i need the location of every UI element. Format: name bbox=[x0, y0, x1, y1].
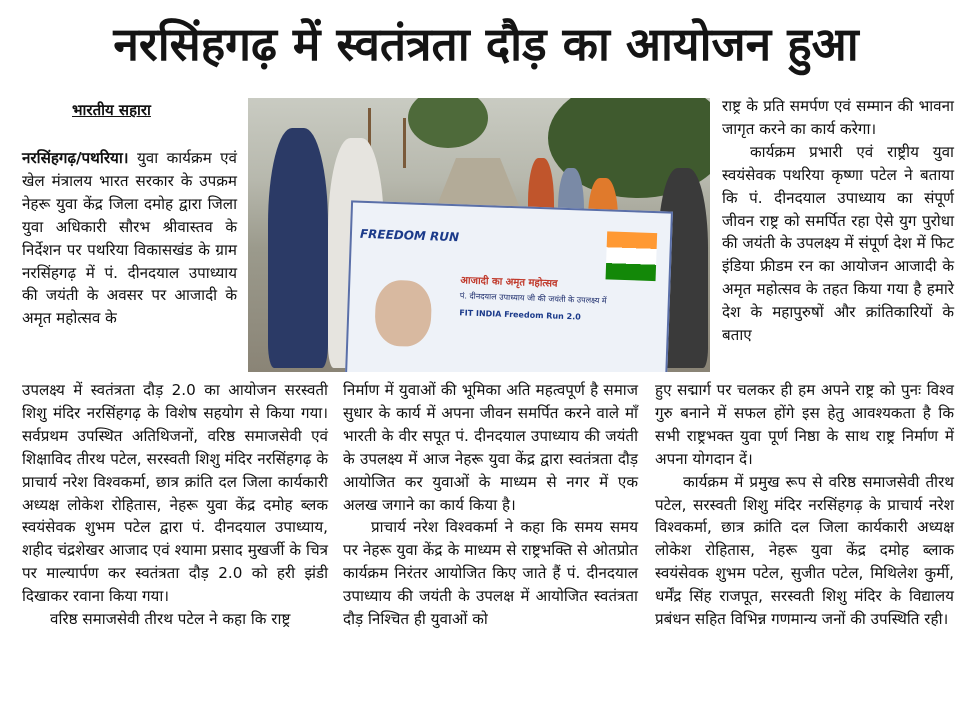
column-1-bottom bbox=[22, 379, 328, 631]
news-photo bbox=[248, 98, 710, 372]
paragraph: उपलक्ष्य में स्वतंत्रता दौड़ 2.0 का आयोजन सरस्वती शिशु मंदिर नरसिंहगढ़ के विशेष सहयोग से किया गया। सर्वप्रथम उपस्थित अतिथिजनों, वरिष्ठ समाजसेवी एवं शिक्षाविद तीरथ पटेल, सरस्वती शिशु मंदिर नरसिंहगढ़ के प्राचार्य नरेश विश्वकर्मा, छात्र क्रांति दल जिला कार्यकारी अध्यक्ष लोकेश रोहितास, नेहरू युवा केंद्र दमोह ब्लक स्वयंसेवक शुभम पटेल द्वारा पं. दीनदयाल उपाध्याय, शहीद चंद्रशेखर आजाद एवं श्यामा प्रसाद मुखर्जी के चित्र पर माल्यार्पण कर स्वतंत्रता दौड़ 2.0 को हरी झंडी दिखाकर रवाना किया गया। bbox=[22, 381, 328, 606]
banner-subtitle: पं. दीनदयाल उपाध्याय जी की जयंती के उपलक्ष्य में bbox=[459, 291, 607, 306]
column-3-top bbox=[722, 95, 954, 347]
column-1-top bbox=[22, 147, 237, 330]
byline: भारतीय सहारा bbox=[72, 101, 151, 119]
flag-image bbox=[606, 231, 658, 281]
banner-title: आजादी का अमृत महोत्सव bbox=[460, 275, 558, 290]
dateline: नरसिंहगढ़/पथरिया। bbox=[22, 149, 129, 167]
paragraph: प्राचार्य नरेश विश्वकर्मा ने कहा कि समय समय पर नेहरू युवा केंद्र के माध्यम से राष्ट्रभक्ति से ओतप्रोत कार्यक्रम निरंतर आयोजित किए जाते हैं पं. दीनदयाल उपाध्याय की जयंती के उपलक्ष में आयोजित स्वतंत्रता दौड़ निश्चित ही युवाओं को bbox=[343, 518, 638, 629]
banner-event: FIT INDIA Freedom Run 2.0 bbox=[459, 308, 581, 322]
column-2-bottom bbox=[343, 379, 638, 631]
paragraph: निर्माण में युवाओं की भूमिका अति महत्वपूर्ण है समाज सुधार के कार्य में अपना जीवन समर्पित करने वाले माँ भारती के वीर सपूत पं. दीनदयाल उपाध्याय की जयंती के उपलक्ष्य में आज नेहरू युवा केंद्र द्वारा स्वतंत्रता दौड़ आयोजित कर युवाओं के माध्यम से नगर में एक अलख जगाने का कार्य किया है। bbox=[343, 381, 638, 514]
portrait-image bbox=[374, 279, 432, 347]
column-3-bottom bbox=[655, 379, 954, 631]
paragraph: राष्ट्र के प्रति समर्पण एवं सम्मान की भावना जागृत करने का कार्य करेगा। bbox=[722, 97, 954, 138]
paragraph: हुए सद्मार्ग पर चलकर ही हम अपने राष्ट्र को पुनः विश्व गुरु बनाने में सफल होंगे इस हेतु आवश्यकता है कि सभी राष्ट्रभक्त युवा पूर्ण निष्ठा के साथ राष्ट्र निर्माण में अपना योगदान दें। bbox=[655, 381, 954, 468]
event-banner bbox=[345, 200, 673, 372]
paragraph: कार्यक्रम प्रभारी एवं राष्ट्रीय युवा स्वयंसेवक पथरिया कृष्णा पटेल ने बताया कि पं. दीनदयाल उपाध्याय का संपूर्ण जीवन राष्ट्र को समर्पित रहा ऐसे युग पुरोधा की जयंती के उपलक्ष्य में संपूर्ण देश में फिट इंडिया फ्रीडम रन का आयोजन आजादी के अमृत महोत्सव के तहत किया गया है हमारे देश के महापुरुषों और क्रांतिकारियों के बताए bbox=[722, 142, 954, 345]
headline: नरसिंहगढ़ में स्वतंत्रता दौड़ का आयोजन हुआ bbox=[113, 17, 859, 71]
banner-run-text: FREEDOM RUN bbox=[359, 226, 460, 245]
paragraph: युवा कार्यक्रम एवं खेल मंत्रालय भारत सरकार के उपक्रम नेहरू युवा केंद्र जिला दमोह द्वारा जिला युवा अधिकारी सौरभ श्रीवास्तव के निर्देशन पर पथरिया विकासखंड के ग्राम नरसिंहगढ़ में पं. दीनदयाल उपाध्याय की जयंती के अवसर पर आजादी के अमृत महोत्सव के bbox=[22, 149, 237, 328]
paragraph: वरिष्ठ समाजसेवी तीरथ पटेल ने कहा कि राष्ट्र bbox=[50, 610, 291, 629]
paragraph: कार्यक्रम में प्रमुख रूप से वरिष्ठ समाजसेवी तीरथ पटेल, सरस्वती शिशु मंदिर नरसिंहगढ़ के प्राचार्य नरेश विश्वकर्मा, छात्र क्रांति दल जिला कार्यकारी अध्यक्ष लोकेश रोहितास, नेहरू युवा केंद्र दमोह ब्लाक स्वयंसेवक शुभम पटेल, सुजीत पटेल, मिथिलेश कुर्मी, धर्मेंद्र सिंह राजपूत, सरस्वती शिशु मंदिर के विद्यालय प्रबंधन सहित विभिन्न गणमान्य जनों की उपस्थिति रही। bbox=[655, 472, 954, 629]
